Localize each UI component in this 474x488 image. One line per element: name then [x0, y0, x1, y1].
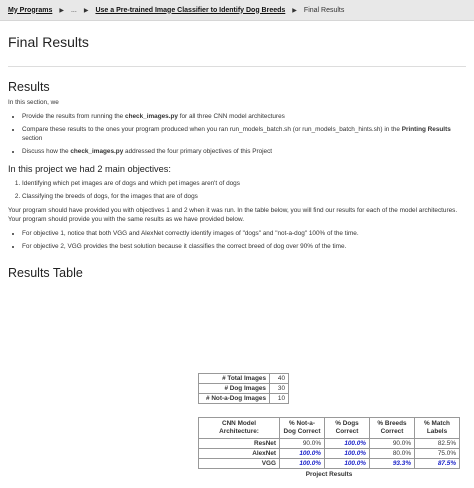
list-item: 1. Identifying which pet images are of dogs and which pet images aren't of dogs — [22, 179, 466, 188]
table-row: # Total Images 40 — [199, 374, 289, 384]
results-bullets — [8, 112, 466, 156]
results-table-wrap — [198, 417, 460, 478]
page-title: Final Results — [8, 34, 89, 50]
results-table-caption: Project Results — [305, 471, 353, 478]
table-row: # Not-a-Dog Images 10 — [199, 394, 289, 404]
list-item: • For objective 1, notice that both VGG and AlexNet correctly identify images of "dogs" and "not-a-dog" 100% of the time. — [22, 229, 466, 238]
image-counts-table-wrap — [198, 373, 289, 404]
objectives-bullets — [8, 229, 466, 251]
title-divider — [8, 66, 466, 67]
table-header-row: CNN Model Architecture: % Not-a-Dog Correct % Dogs Correct % Breeds Correct % Match Labels — [199, 418, 460, 439]
table-row: VGG 100.0% 100.0% 93.3% 87.5% — [199, 459, 460, 469]
table-row: ResNet 90.0% 100.0% 90.0% 82.5% — [199, 439, 460, 449]
breadcrumb-separator-icon: ▶ — [83, 7, 89, 14]
list-item: • Compare these results to the ones your program produced when you ran run_models_batch.sh (or run_models_batch_hints.sh) in the Printing Results section — [22, 125, 466, 143]
breadcrumb-my-programs-link[interactable]: My Programs — [8, 6, 53, 14]
table-row: # Dog Images 30 — [199, 384, 289, 394]
list-item: • For objective 2, VGG provides the best solution because it classifies the correct breed of dog over 90% of the time. — [22, 242, 466, 251]
breadcrumb-lesson-link[interactable]: Use a Pre-trained Image Classifier to Identify Dog Breeds — [95, 6, 286, 14]
table-row: AlexNet 100.0% 100.0% 80.0% 75.0% — [199, 449, 460, 459]
list-item: • Provide the results from running the check_images.py for all three CNN model architectures — [22, 112, 466, 121]
image-counts-table — [198, 373, 289, 404]
objectives-paragraph: Your program should have provided you with objectives 1 and 2 when it was run. In the table below, you will find our results for each of the model architectures. Your program should provide you with the same results as we have provided below. — [8, 207, 458, 223]
results-table — [198, 417, 460, 469]
list-item: 2. Classifying the breeds of dogs, for the images that are of dogs — [22, 192, 466, 201]
breadcrumb — [0, 0, 474, 21]
main-content — [0, 80, 474, 280]
objectives-heading: In this project we had 2 main objectives: — [8, 164, 171, 174]
breadcrumb-ellipsis[interactable]: ... — [70, 6, 77, 14]
breadcrumb-current: Final Results — [303, 6, 345, 14]
results-heading: Results — [8, 80, 50, 94]
results-table-heading: Results Table — [8, 266, 83, 280]
objectives-list — [8, 179, 466, 201]
breadcrumb-separator-icon: ▶ — [59, 7, 64, 14]
breadcrumb-separator-icon: ▶ — [292, 7, 297, 14]
list-item: • Discuss how the check_images.py addressed the four primary objectives of this Project — [22, 147, 466, 156]
results-intro: In this section, we — [8, 99, 59, 106]
